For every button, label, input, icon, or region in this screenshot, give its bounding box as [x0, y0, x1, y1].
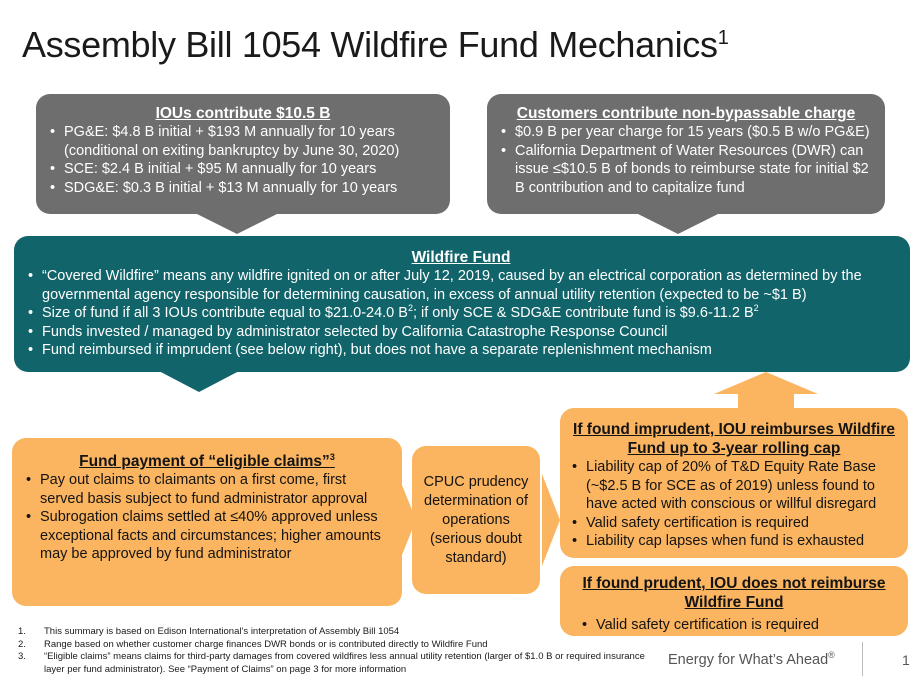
- imprudent-heading: If found imprudent, IOU reimburses Wildfire Fund up to 3-year rolling cap: [573, 421, 895, 457]
- footnote-2-number: 2.: [18, 638, 26, 650]
- ious-item-sce: • SCE: $2.4 B initial + $95 M annually for 10 years: [46, 160, 440, 179]
- cpuc-box: [412, 446, 540, 594]
- wildfire-fund-list: [24, 267, 898, 360]
- wildfire-fund-box: [14, 236, 910, 372]
- fund-size-text-a: Size of fund if all 3 IOUs contribute equal to $21.0-24.0 B: [42, 305, 408, 321]
- footnote-3-number: 3.: [18, 651, 26, 662]
- page-number: 1: [902, 652, 910, 668]
- imprudent-item-lapse: • Liability cap lapses when fund is exhausted: [568, 532, 900, 551]
- eligible-claims-list: [22, 471, 392, 564]
- cpuc-right-arrow: [542, 474, 560, 566]
- wildfire-fund-item-reimbursed: • Fund reimbursed if imprudent (see below right), but does not have a separate replenishment mechanism: [24, 341, 898, 360]
- customers-contribute-box: [487, 94, 885, 214]
- title-footnote-mark: 1: [717, 27, 729, 49]
- imprudent-list: [568, 458, 900, 551]
- fund-size-footnote-1: 2: [407, 303, 413, 314]
- eligible-claims-heading: [22, 452, 392, 471]
- customers-item-dwr: • California Department of Water Resources (DWR) can issue ≤$10.5 B of bonds to reimburse state for initial $2 B contribution and to capitalize fund: [497, 142, 875, 198]
- customers-list: [497, 123, 875, 197]
- fund-size-text-b: ; if only SCE & SDG&E contribute fund is $9.6-11.2 B: [412, 305, 754, 321]
- eligible-claims-item-subrogation: • Subrogation claims settled at ≤40% approved unless exceptional facts and circumstances; higher amounts may be approved by fund administrator: [22, 508, 392, 564]
- ious-contribute-box: [36, 94, 450, 214]
- wildfire-fund-item-covered: • “Covered Wildfire” means any wildfire ignited on or after July 12, 2019, caused by an electrical corporation as determined by the governmental agency responsible for determining causation, in excess of annual utility retention (expected to be ~$1 B): [24, 267, 898, 304]
- imprudent-box: [560, 408, 908, 558]
- ious-item-sdge: • SDG&E: $0.3 B initial + $13 M annually for 10 years: [46, 179, 440, 198]
- footer-divider: [862, 642, 863, 676]
- eligible-claims-footnote-mark: 3: [329, 451, 335, 462]
- eligible-claims-box: [12, 438, 402, 606]
- page-title: [22, 24, 729, 66]
- ious-heading: IOUs contribute $10.5 B: [155, 105, 331, 122]
- footnotes: [18, 626, 658, 676]
- eligible-claims-item-payout: • Pay out claims to claimants on a first come, first served basis subject to fund administrator approval: [22, 471, 392, 508]
- fund-down-arrow: [157, 370, 241, 392]
- wildfire-fund-item-size: [24, 304, 898, 323]
- prudent-item-certification: • Valid safety certification is required: [578, 616, 900, 635]
- prudent-heading: If found prudent, IOU does not reimburse Wildfire Fund: [582, 575, 886, 611]
- brand-text: Energy for What’s Ahead: [668, 652, 829, 668]
- footnote-2: [18, 639, 658, 652]
- footnote-1-number: 1.: [18, 626, 26, 637]
- ious-item-pge: • PG&E: $4.8 B initial + $193 M annually for 10 years (conditional on exiting bankruptcy by June 30, 2020): [46, 123, 440, 160]
- eligible-claims-heading-text: Fund payment of “eligible claims”: [79, 453, 330, 470]
- wildfire-fund-heading: Wildfire Fund: [411, 249, 511, 266]
- customers-down-arrow: [634, 212, 722, 234]
- brand-tagline: [668, 652, 835, 668]
- footnote-3: [18, 651, 658, 676]
- cpuc-text: CPUC prudency determination of operations (serious doubt standard): [423, 473, 529, 566]
- imprudent-item-certification: • Valid safety certification is required: [568, 514, 900, 533]
- footnote-3-text: “Eligible claims” means claims for third-party damages from covered wildfires less annual utility retention (larger of $1.0 B or required insurance layer per fund administrator). See “Payment of Claims” on page 3 for more information: [44, 651, 645, 675]
- imprudent-up-arrow: [714, 372, 818, 394]
- footnote-2-text: Range based on whether customer charge finances DWR bonds or is contributed directly to Wildfire Fund: [44, 638, 488, 650]
- footnote-1-text: This summary is based on Edison International’s interpretation of Assembly Bill 1054: [44, 626, 400, 637]
- customers-heading: Customers contribute non-bypassable charge: [516, 105, 856, 122]
- fund-size-footnote-2: 2: [753, 303, 759, 314]
- title-text: Assembly Bill 1054 Wildfire Fund Mechanics: [22, 24, 718, 65]
- ious-list: [46, 123, 440, 197]
- brand-registered-mark: ®: [828, 650, 835, 661]
- ious-down-arrow: [193, 212, 281, 234]
- footnote-1: [18, 626, 658, 639]
- imprudent-item-cap: • Liability cap of 20% of T&D Equity Rate Base (~$2.5 B for SCE as of 2019) unless found to have acted with conscious or willful disregard: [568, 458, 900, 514]
- customers-item-charge: • $0.9 B per year charge for 15 years ($0.5 B w/o PG&E): [497, 123, 875, 142]
- wildfire-fund-item-invested: • Funds invested / managed by administrator selected by California Catastrophe Response Council: [24, 323, 898, 342]
